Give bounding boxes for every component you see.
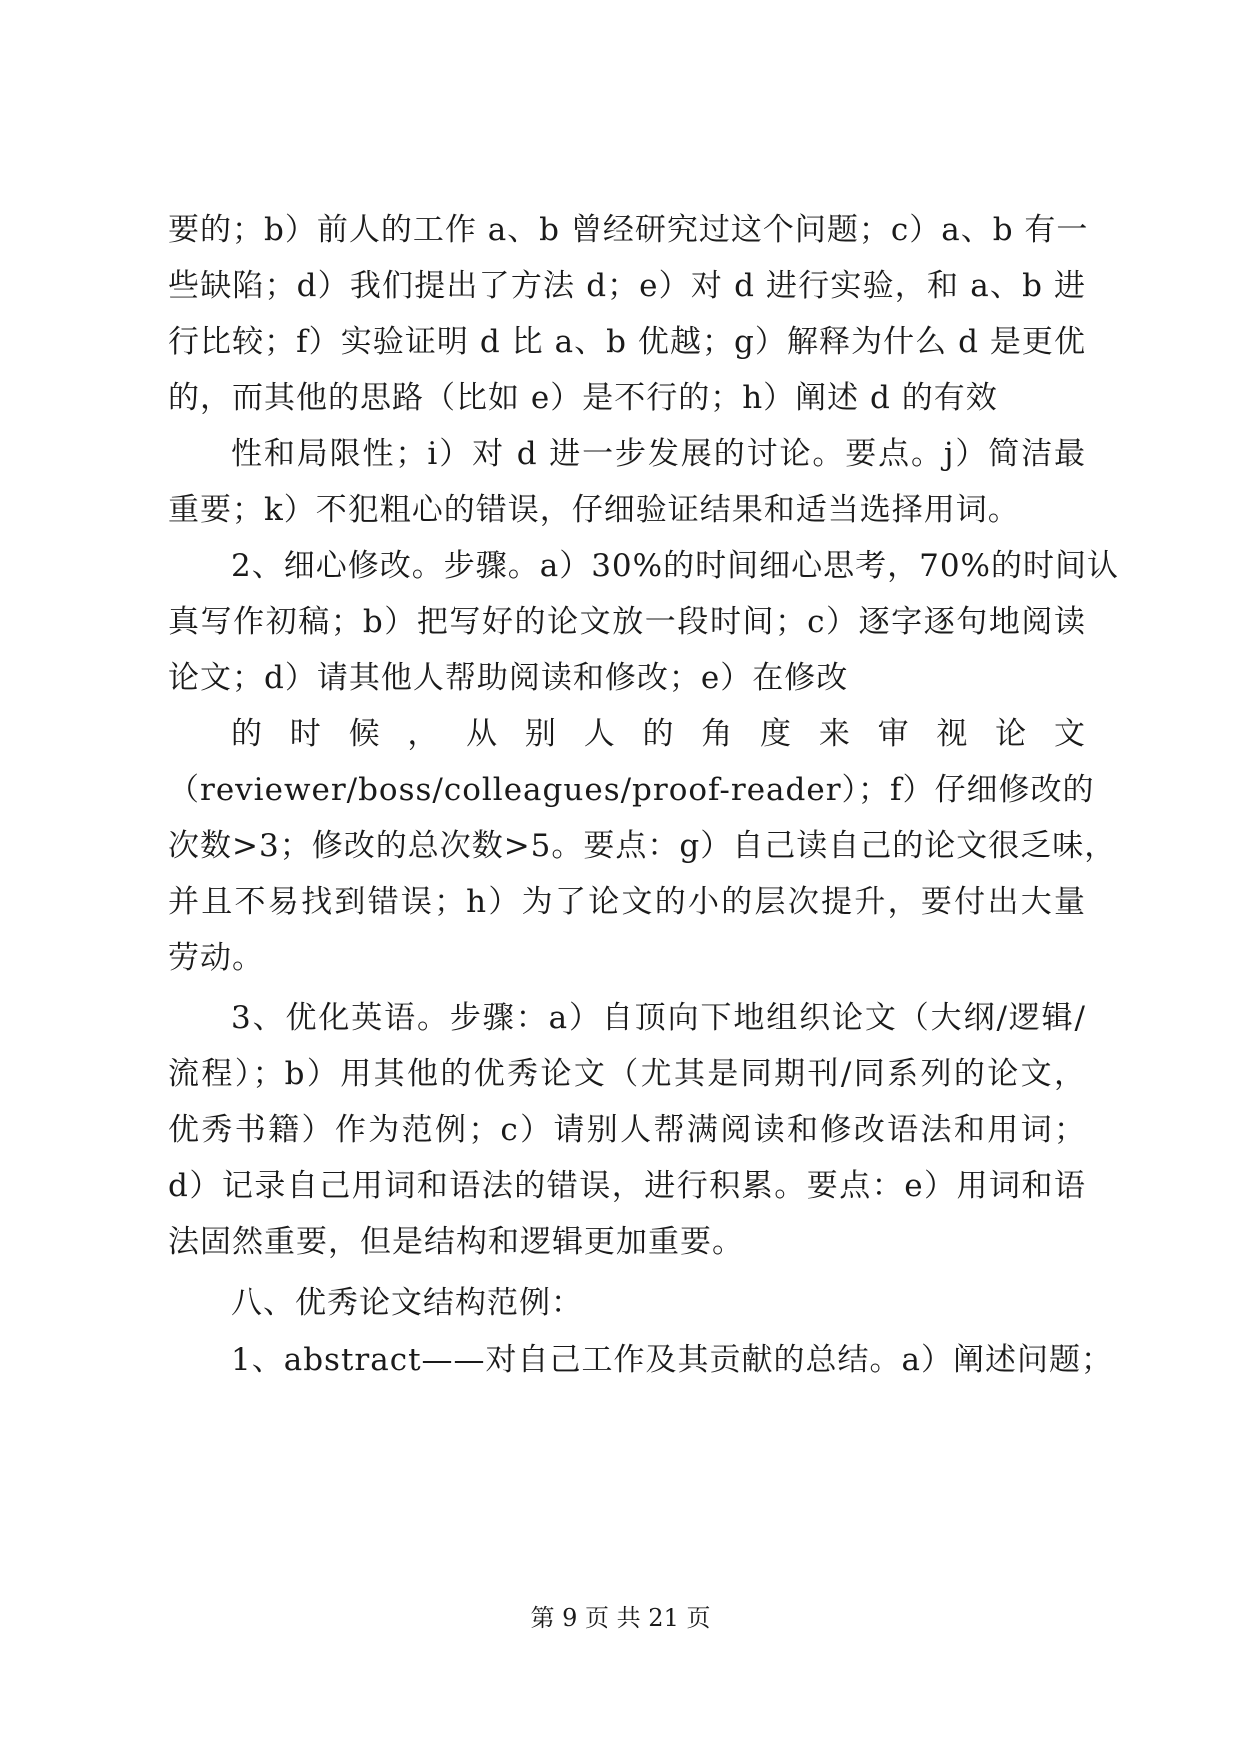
text-line: 劳动。: [168, 940, 264, 976]
text-line: d）记录自己用词和语法的错误，进行积累。要点：e）用词和语: [168, 1168, 1086, 1204]
spaced-char: 论: [995, 716, 1028, 752]
text-line: 并且不易找到错误；h）为了论文的小的层次提升，要付出大量: [168, 884, 1086, 920]
text-line: 3、优化英语。步骤：a）自顶向下地组织论文（大纲/逻辑/: [231, 1000, 1086, 1036]
text-line: 要的；b）前人的工作 a、b 曾经研究过这个问题；c）a、b 有一: [168, 212, 1089, 248]
spaced-char: 从: [466, 716, 499, 752]
text-line: 行比较；f）实验证明 d 比 a、b 优越；g）解释为什么 d 是更优: [168, 324, 1086, 360]
spaced-char: 视: [936, 716, 969, 752]
text-line: 优秀书籍）作为范例；c）请别人帮满阅读和修改语法和用词；: [168, 1112, 1086, 1148]
spaced-char: 候: [348, 716, 381, 752]
text-line: 性和局限性；i）对 d 进一步发展的讨论。要点。j）简洁最: [231, 436, 1086, 472]
spaced-char: 度: [760, 716, 793, 752]
text-line: 次数>3；修改的总次数>5。要点：g）自己读自己的论文很乏味，: [168, 828, 1117, 864]
text-line: 的，而其他的思路（比如 e）是不行的；h）阐述 d 的有效: [168, 380, 998, 416]
text-line: （reviewer/boss/colleagues/proof-reader）；f）仔细修改的: [168, 772, 1095, 808]
spaced-char: 人: [583, 716, 616, 752]
section-heading: 八、优秀论文结构范例：: [231, 1285, 583, 1321]
page-number: 第 9 页 共 21 页: [530, 1604, 711, 1632]
spaced-char: 文: [1053, 716, 1086, 752]
spaced-char: 别: [524, 716, 557, 752]
spaced-char: ，: [407, 716, 440, 752]
text-line: 流程）；b）用其他的优秀论文（尤其是同期刊/同系列的论文，: [168, 1056, 1086, 1092]
text-line: 法固然重要，但是结构和逻辑更加重要。: [168, 1224, 744, 1260]
spaced-char: 时: [289, 716, 322, 752]
spaced-char: 审: [877, 716, 910, 752]
text-line: 真写作初稿；b）把写好的论文放一段时间；c）逐字逐句地阅读: [168, 604, 1086, 640]
text-line: 1、abstract——对自己工作及其贡献的总结。a）阐述问题；: [231, 1342, 1114, 1378]
text-line: 论文；d）请其他人帮助阅读和修改；e）在修改: [168, 660, 849, 696]
text-line: 2、细心修改。步骤。a）30%的时间细心思考，70%的时间认: [231, 548, 1120, 584]
spaced-char: 角: [701, 716, 734, 752]
spaced-char: 的: [642, 716, 675, 752]
text-line: 重要；k）不犯粗心的错误，仔细验证结果和适当选择用词。: [168, 492, 1020, 528]
spaced-char: 来: [818, 716, 851, 752]
spaced-text-line: [231, 714, 1086, 754]
text-line: 些缺陷；d）我们提出了方法 d；e）对 d 进行实验，和 a、b 进: [168, 268, 1086, 304]
spaced-char: 的: [231, 716, 263, 752]
